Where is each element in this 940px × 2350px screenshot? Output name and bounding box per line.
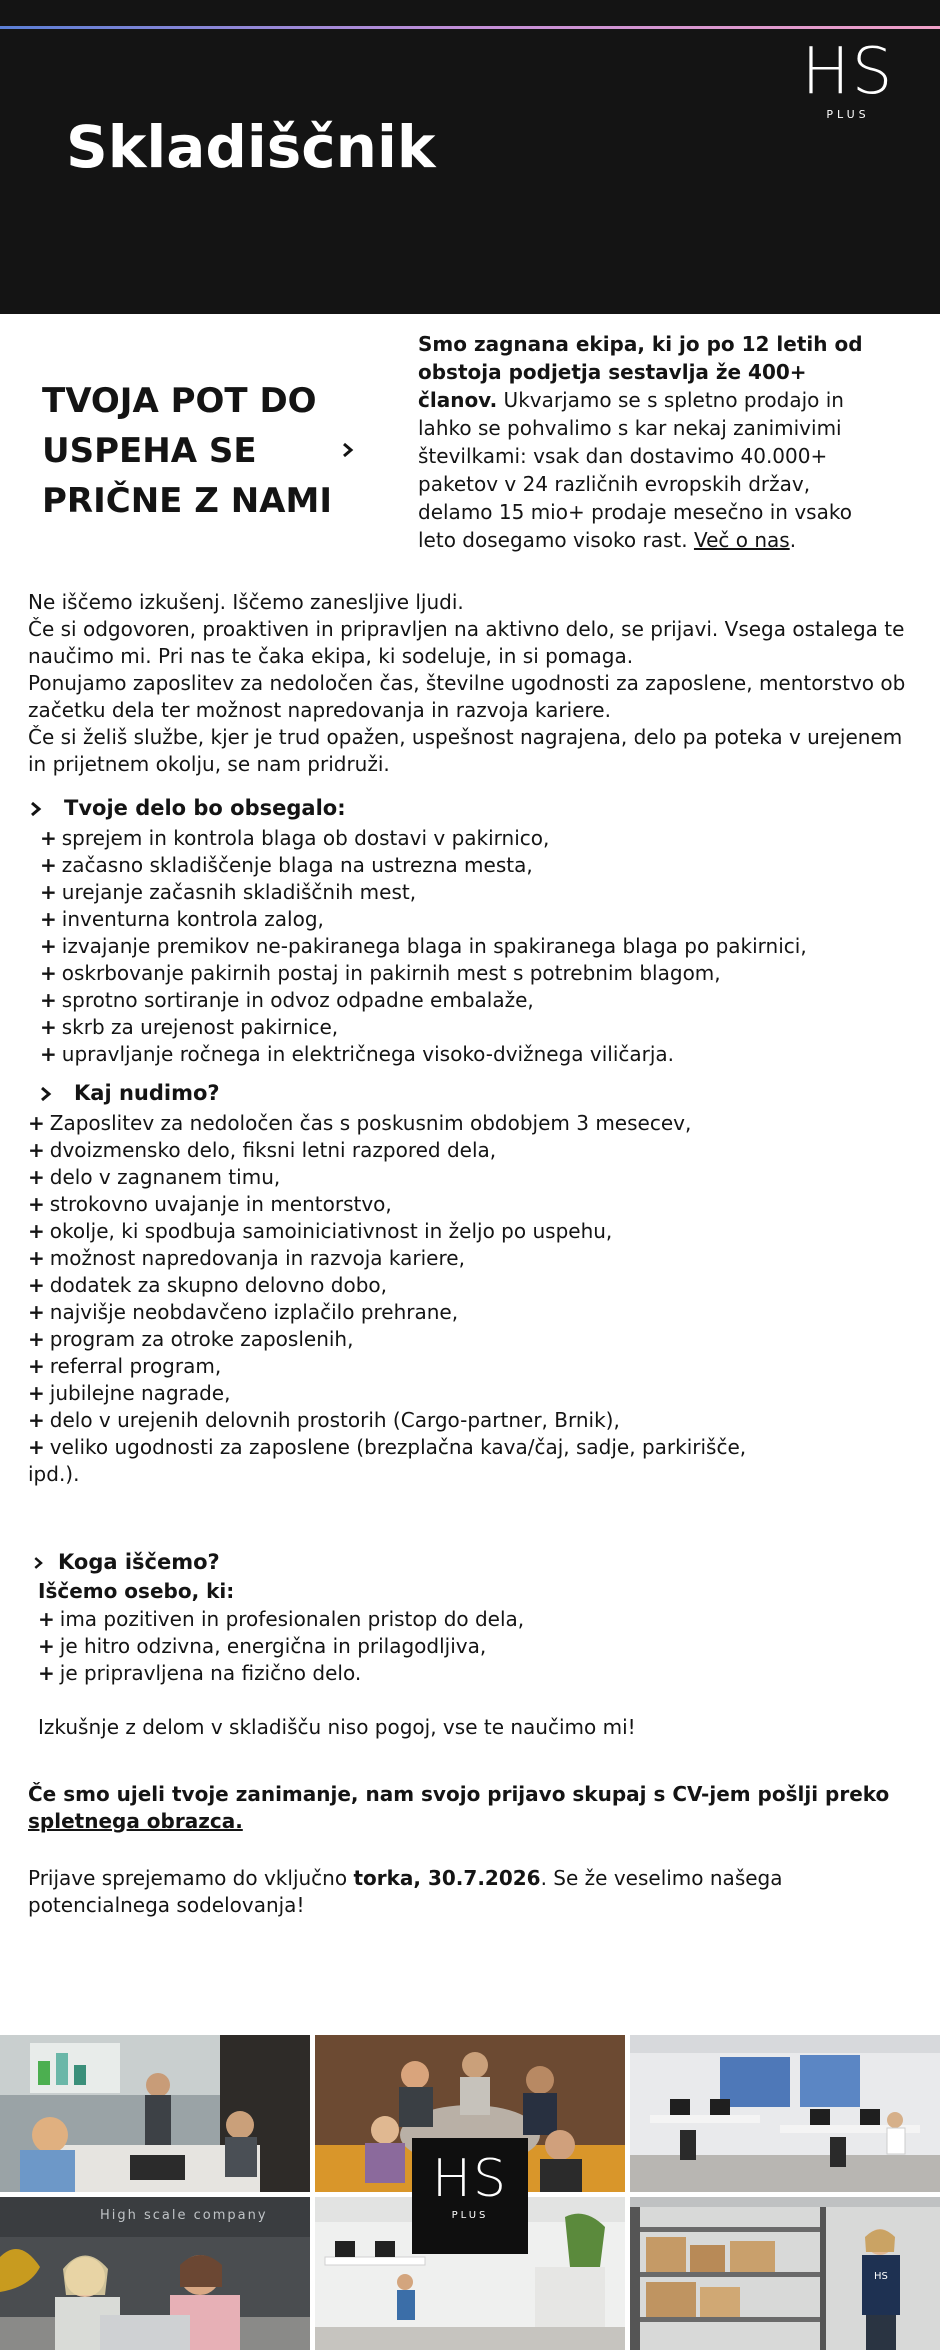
intro-paragraph: Smo zagnana ekipa, ki jo po 12 letih od obstoja podjetja sestavlja že 400+ članov. Ukvarjamo se s spletno prodajo in lahko se pohvalimo s kar nekaj zanimivimi številkami: vsak dan dostavimo 40.000+ paketov v 24 različnih evropskih držav, delamo 15 mio+ prodaje mesečno in vsako leto dosegamo visoko rast. Več o nas. (418, 332, 863, 552)
plus-icon: + (40, 934, 57, 958)
seeking-list (38, 1606, 524, 1687)
offer-heading: Kaj nudimo? (38, 1080, 220, 1107)
list-item (28, 1353, 746, 1380)
gradient-line (0, 26, 940, 29)
list-item-text: sprotno sortiranje in odvoz odpadne embalaže, (61, 988, 534, 1012)
logo-main-text: HS (431, 2149, 509, 2209)
list-item-text: urejanje začasnih skladiščnih mest, (61, 880, 417, 904)
list-item-text: možnost napredovanja in razvoja kariere, (49, 1246, 465, 1270)
application-form-link[interactable]: spletnega obrazca. (28, 1809, 243, 1833)
list-item (28, 1191, 746, 1218)
deadline-date: torka, 30.7.2026 (353, 1866, 541, 1890)
list-item (28, 1326, 746, 1353)
plus-icon: + (28, 1381, 45, 1405)
list-item (28, 1110, 746, 1137)
list-item (28, 1299, 746, 1326)
plus-icon: + (40, 880, 57, 904)
hs-plus-logo-gallery (412, 2138, 528, 2254)
plus-icon: + (40, 826, 57, 850)
warehouse-photo (630, 2197, 940, 2350)
list-item (28, 1407, 746, 1434)
body-paragraph-1: Ne iščemo izkušenj. Iščemo zanesljive ljudi. (28, 590, 464, 614)
shirt-text: HS (874, 2271, 888, 2282)
list-item-text: veliko ugodnosti za zaposlene (brezplačna kava/čaj, sadje, parkirišče, (49, 1435, 747, 1459)
slogan-line-3: PRIČNE Z NAMI (42, 481, 332, 521)
wall-text: High scale company (100, 2208, 268, 2223)
page-title: Skladiščnik (66, 113, 436, 181)
list-item-text: dvoizmensko delo, fiksni letni razpored dela, (49, 1138, 497, 1162)
list-item-text: Zaposlitev za nedoločen čas s poskusnim obdobjem 3 mesecev, (49, 1111, 692, 1135)
list-item-text: delo v zagnanem timu, (49, 1165, 281, 1189)
seeking-heading: Koga iščemo? (32, 1549, 220, 1576)
plus-icon: + (28, 1408, 45, 1432)
list-item-text: oskrbovanje pakirnih postaj in pakirnih mest s potrebnim blagom, (61, 961, 721, 985)
list-item-text: referral program, (49, 1354, 222, 1378)
body-paragraph-2: Če si odgovoren, proaktiven in pripravljen na aktivno delo, se prijavi. Vsega ostalega te naučimo mi. Pri nas te čaka ekipa, ki sodeluje, in si pomaga. (28, 617, 905, 668)
logo-sub-text: PLUS (451, 2210, 489, 2221)
duties-list (40, 825, 807, 1068)
list-item (28, 1245, 746, 1272)
list-item (40, 1014, 807, 1041)
office-desks-photo (630, 2035, 940, 2192)
plus-icon: + (28, 1300, 45, 1324)
plus-icon: + (28, 1273, 45, 1297)
plus-icon: + (28, 1246, 45, 1270)
chevron-right-icon (38, 1085, 60, 1103)
intro-text: Ukvarjamo se s spletno prodajo in lahko se pohvalimo s kar nekaj zanimivimi številkami: vsak dan dostavimo 40.000+ paketov v 24 različnih evropskih držav, delamo 15 mio+ prodaje mesečno in vsako leto dosegamo visoko rast. (418, 388, 852, 552)
plus-icon: + (40, 1042, 57, 1066)
plus-icon: + (28, 1192, 45, 1216)
hs-plus-logo[interactable] (796, 35, 900, 122)
seeking-note: Izkušnje z delom v skladišču niso pogoj, vse te naučimo mi! (38, 1715, 636, 1739)
list-item (28, 1380, 746, 1407)
list-item-text: dodatek za skupno delovno dobo, (49, 1273, 387, 1297)
list-item (38, 1633, 524, 1660)
plus-icon: + (28, 1354, 45, 1378)
seeking-subheading: Iščemo osebo, ki: (38, 1579, 235, 1603)
list-item (28, 1164, 746, 1191)
plus-icon: + (40, 961, 57, 985)
list-item (40, 879, 807, 906)
plus-icon: + (40, 907, 57, 931)
list-item (40, 906, 807, 933)
list-item-text: jubilejne nagrade, (49, 1381, 231, 1405)
chevron-right-icon (28, 800, 50, 818)
list-item-text: izvajanje premikov ne-pakiranega blaga in spakiranega blaga po pakirnici, (61, 934, 807, 958)
list-item (40, 852, 807, 879)
slogan-line-1: TVOJA POT DO (42, 381, 317, 421)
list-item-text: ima pozitiven in profesionalen pristop do dela, (59, 1607, 525, 1631)
list-item-text: najvišje neobdavčeno izplačilo prehrane, (49, 1300, 459, 1324)
plus-icon: + (40, 853, 57, 877)
list-item (28, 1434, 746, 1461)
colleagues-laptop-photo (0, 2197, 310, 2350)
list-item-text: je hitro odzivna, energična in prilagodljiva, (59, 1634, 487, 1658)
deadline-text: Prijave sprejemamo do vključno torka, 30.7.2026. Se že veselimo našega potencialnega sodelovanja! (28, 1866, 783, 1917)
logo-main-text: HS (801, 35, 895, 109)
list-item (40, 987, 807, 1014)
slogan-line-2: USPEHA SE (42, 431, 257, 471)
list-item-text: program za otroke zaposlenih, (49, 1327, 354, 1351)
body-paragraph-3: Ponujamo zaposlitev za nedoločen čas, številne ugodnosti za zaposlene, mentorstvo ob začetku dela ter možnost napredovanja in razvoja kariere. (28, 671, 906, 722)
duties-heading: Tvoje delo bo obsegalo: (28, 795, 346, 822)
list-item (40, 1041, 807, 1068)
offer-tail: ipd.). (28, 1462, 80, 1486)
list-item (38, 1660, 524, 1687)
body-text (28, 589, 908, 778)
plus-icon: + (28, 1435, 45, 1459)
slogan (42, 376, 342, 526)
intro-bold: Smo zagnana ekipa, ki jo po 12 letih od obstoja podjetja sestavlja že 400+ članov. (418, 332, 863, 412)
chevron-right-icon (32, 1554, 50, 1572)
list-item (38, 1606, 524, 1633)
list-item (40, 933, 807, 960)
list-item-text: skrb za urejenost pakirnice, (61, 1015, 339, 1039)
offer-list (28, 1110, 746, 1461)
plus-icon: + (40, 1015, 57, 1039)
plus-icon: + (38, 1634, 55, 1658)
plus-icon: + (28, 1111, 45, 1135)
list-item-text: upravljanje ročnega in električnega visoko-dvižnega viličarja. (61, 1042, 675, 1066)
list-item-text: začasno skladiščenje blaga na ustrezna mesta, (61, 853, 533, 877)
list-item-text: je pripravljena na fizično delo. (59, 1661, 362, 1685)
plus-icon: + (28, 1138, 45, 1162)
list-item-text: okolje, ki spodbuja samoiniciativnost in željo po uspehu, (49, 1219, 613, 1243)
about-us-link[interactable]: Več o nas (693, 528, 790, 552)
list-item (28, 1137, 746, 1164)
plus-icon: + (28, 1327, 45, 1351)
list-item-text: inventurna kontrola zalog, (61, 907, 324, 931)
chevron-right-icon (340, 440, 356, 460)
list-item (40, 825, 807, 852)
logo-sub-text: PLUS (826, 108, 870, 121)
plus-icon: + (38, 1607, 55, 1631)
list-item-text: sprejem in kontrola blaga ob dostavi v pakirnico, (61, 826, 550, 850)
plus-icon: + (28, 1219, 45, 1243)
plus-icon: + (40, 988, 57, 1012)
list-item (40, 960, 807, 987)
hero-banner (0, 0, 940, 314)
office-meeting-photo (0, 2035, 310, 2192)
list-item-text: strokovno uvajanje in mentorstvo, (49, 1192, 392, 1216)
plus-icon: + (28, 1165, 45, 1189)
cta-text: Če smo ujeli tvoje zanimanje, nam svojo prijavo skupaj s CV-jem pošlji preko spletnega obrazca. (28, 1782, 890, 1833)
plus-icon: + (38, 1661, 55, 1685)
list-item-text: delo v urejenih delovnih prostorih (Cargo-partner, Brnik), (49, 1408, 620, 1432)
body-paragraph-4: Če si želiš službe, kjer je trud opažen, uspešnost nagrajena, delo pa poteka v urejenem in prijetnem okolju, se nam pridruži. (28, 725, 903, 776)
list-item (28, 1272, 746, 1299)
list-item (28, 1218, 746, 1245)
